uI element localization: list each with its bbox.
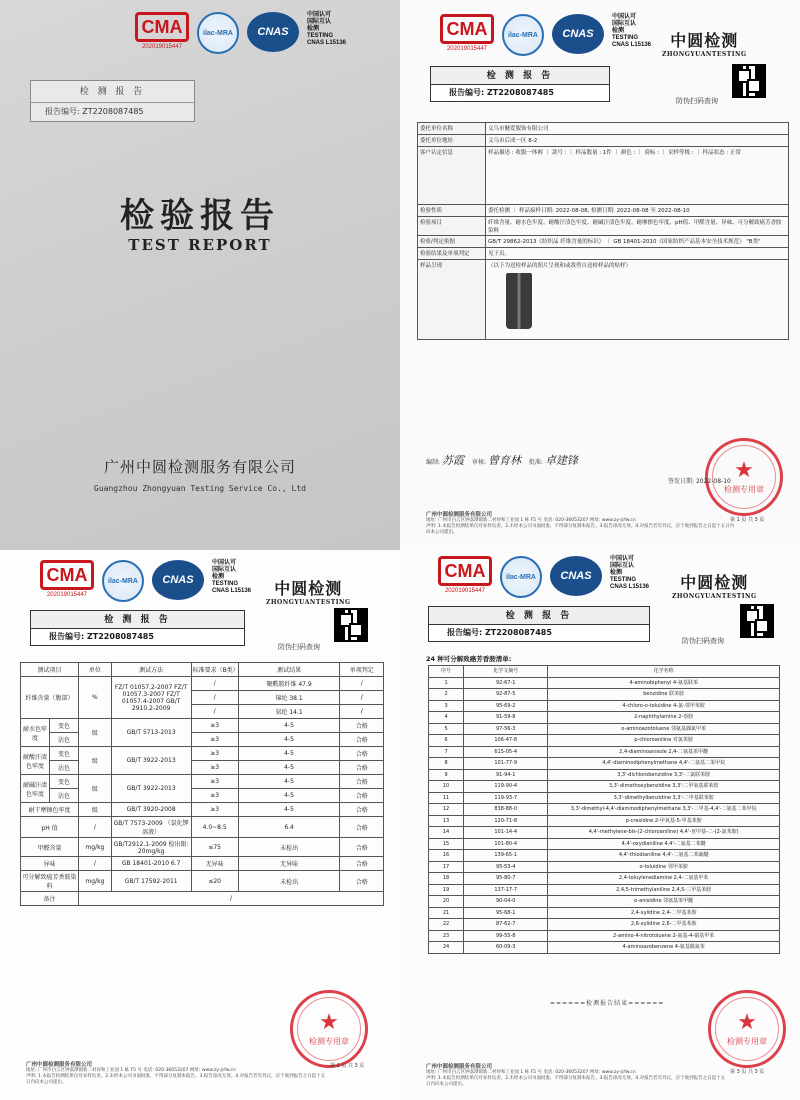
page-number: 第 1 页 共 3 页 bbox=[730, 517, 765, 523]
table-row: 18 95-80-7 2,4-toluylenediamine 2,4-二氨基甲苯 bbox=[429, 873, 780, 885]
ilac-mra-logo: ilac-MRA bbox=[500, 556, 542, 598]
table-row: 12 838-88-0 3,3'-dimethyl-4,4'-diaminodiphenylmethane 3,3'-二甲基-4,4'-二氨基二苯甲烷 bbox=[429, 804, 780, 816]
official-seal: ★ 检测专用章 bbox=[290, 990, 368, 1068]
info-key: 检验结果及单项判定 bbox=[418, 248, 486, 260]
qr-caption: 防伪扫码查询 bbox=[278, 643, 320, 651]
info-value: 委托检测 ｜ 样品接样日期: 2022-08-08, 检测日期: 2022-08-08 至 2022-08-10 bbox=[486, 205, 789, 217]
cnas-caption: 中国认可 国际互认 检测 TESTING CNAS L15136 bbox=[212, 560, 252, 594]
accreditation-logos bbox=[135, 12, 346, 54]
table-row: 沾色 ≥3 4-5 合格 bbox=[21, 733, 384, 747]
table-row: 17 95-53-4 o-toluidine 邻甲苯胺 bbox=[429, 861, 780, 873]
column-header: 测试方法 bbox=[111, 663, 191, 677]
report-end-marker: ======检测报告结束====== bbox=[550, 1000, 665, 1007]
qr-code[interactable] bbox=[740, 604, 774, 638]
brand-logo: 中圆检测 ZHONGYUANTESTING bbox=[672, 573, 757, 600]
cma-logo: CMA 202019015447 bbox=[135, 12, 189, 50]
info-row bbox=[418, 123, 789, 135]
amine-list-title: 24 种可分解致癌芳香胺清单: bbox=[426, 655, 512, 663]
page-footer: 广州中圆检测服务有限公司 地址: 广州市白云区钟落潭镇新二村祥和工业园 1 栋 F5 号 电话: 020-36053207 网址: www.zy-jcfw.cn 声明: 1.本报告检测结果仅对来样负责。2.未经本公司书面批准，不得部分复制本报告。3.报告涂改无效。4.对报告若有异议，应于收到报告之日起十五日内向本公司提出。 bbox=[26, 1062, 326, 1085]
info-row bbox=[418, 217, 789, 236]
table-row: 22 87-62-7 2,6-xylidine 2,6-二甲基苯胺 bbox=[429, 919, 780, 931]
table-row: 纤维含量（腹部） % FZ/T 01057.2-2007 FZ/T 01057.3-2007 FZ/T 01057.4-2007 GB/T 2910.2-2009 / 聚酰胺纤维 47.9 / bbox=[21, 677, 384, 691]
column-header: 单项判定 bbox=[340, 663, 384, 677]
table-row: 8 101-77-9 4,4'-diaminodiphenylmethane 4,4'-二氨基二苯甲烷 bbox=[429, 758, 780, 770]
signature-row: 编制: 苏霞 审核: 曾育林 批准: 卓建锋 bbox=[426, 454, 578, 467]
column-header: 单位 bbox=[79, 663, 112, 677]
table-row: 异味 / GB 18401-2010 6.7 无异味 无异味 合格 bbox=[21, 857, 384, 871]
table-row: 11 119-93-7 3,3'-dimethylbenzidine 3,3'-二甲基联苯胺 bbox=[429, 792, 780, 804]
signature-preparer: 苏霞 bbox=[442, 454, 465, 467]
cover-company-name: 广州中圆检测服务有限公司 bbox=[103, 458, 296, 476]
table-row: pH 值 / GB/T 7573-2009 （氯化钾溶液） 4.0~8.5 6.4 合格 bbox=[21, 817, 384, 838]
brand-logo: 中圆检测 ZHONGYUANTESTING bbox=[266, 579, 351, 606]
remark-row: 备注 / bbox=[21, 892, 384, 906]
info-value: 义乌市魅爱服饰有限公司 bbox=[486, 123, 789, 135]
cover-title: 检验报告 bbox=[120, 196, 280, 236]
qr-caption: 防伪扫码查询 bbox=[676, 97, 718, 105]
column-header: 化学名称 bbox=[548, 666, 780, 678]
qr-caption: 防伪扫码查询 bbox=[682, 637, 724, 645]
table-row: 14 101-14-4 4,4'-methylene-bis-(2-chloroaniline) 4,4'-亚甲基-二-(2-氯苯胺) bbox=[429, 827, 780, 839]
table-row: / 锦纶 38.1 / bbox=[21, 691, 384, 705]
table-row: 16 139-65-1 4,4'-thiodianiline 4,4'-二氨基二苯硫醚 bbox=[429, 850, 780, 862]
cnas-logo: CNAS bbox=[550, 556, 602, 596]
ilac-mra-logo: ilac-MRA bbox=[502, 14, 544, 56]
table-row: 23 99-55-8 2-amino-4-nitrotoluene 2-氨基-4-硝基甲苯 bbox=[429, 930, 780, 942]
table-header-row bbox=[429, 666, 780, 678]
table-row: 耐酸汗渍色牢度 变色 级 GB/T 3922-2013 ≥3 4-5 合格 bbox=[21, 747, 384, 761]
column-header: 序号 bbox=[429, 666, 464, 678]
cnas-caption: 中国认可 国际互认 检测 TESTING CNAS L15136 bbox=[612, 14, 652, 48]
info-value: （以下为送检样品的照片呈现和或裁剪自送检样品的贴样） bbox=[486, 260, 789, 340]
info-row bbox=[418, 260, 789, 340]
info-value: GB/T 29862-2013《纺织品 纤维含量的标识》 ｜ GB 18401-2010《国家纺织产品基本安全技术规范》 "B类" bbox=[486, 236, 789, 248]
info-row bbox=[418, 205, 789, 217]
table-row: 甲醛含量 mg/kg GB/T2912.1-2009 检出限: 20mg/kg ≤75 未检出 合格 bbox=[21, 838, 384, 857]
table-row: 13 120-71-8 p-cresidine 2-甲氧基-5-甲基苯胺 bbox=[429, 815, 780, 827]
table-row: 5 97-56-3 o-aminoazotoluene 邻氨基偶氮甲苯 bbox=[429, 723, 780, 735]
report-page-2 bbox=[0, 550, 400, 1100]
ilac-mra-logo: ilac-MRA bbox=[197, 12, 239, 54]
table-row: 6 106-47-8 p-chloroaniline 对氯苯胺 bbox=[429, 735, 780, 747]
table-row: 15 101-80-4 4,4'-oxydianiline 4,4'-二氨基二苯醚 bbox=[429, 838, 780, 850]
sample-photo bbox=[506, 273, 532, 329]
report-page-3 bbox=[400, 550, 800, 1100]
ilac-mra-logo: ilac-MRA bbox=[102, 560, 144, 602]
official-seal: ★ 检测专用章 bbox=[708, 990, 786, 1068]
accreditation-logos bbox=[40, 560, 251, 602]
table-row: 19 137-17-7 2,4,5-trimethylaniline 2,4,5-三甲基苯胺 bbox=[429, 884, 780, 896]
cma-logo: CMA 202019015447 bbox=[438, 556, 492, 594]
info-key: 客户认定信息 bbox=[418, 147, 486, 205]
info-key: 委托单位名称 bbox=[418, 123, 486, 135]
table-row: / 氨纶 14.1 / bbox=[21, 705, 384, 719]
qr-code[interactable] bbox=[732, 64, 766, 98]
accreditation-logos bbox=[438, 556, 649, 598]
table-header-row bbox=[21, 663, 384, 677]
page-number: 第 3 页 共 3 页 bbox=[730, 1069, 765, 1075]
official-seal: ★ 检测专用章 bbox=[705, 438, 783, 516]
cover-report-box-title: 检 测 报 告 bbox=[31, 81, 194, 103]
cnas-caption: 中国认可 国际互认 检测 TESTING CNAS L15136 bbox=[307, 12, 347, 46]
table-row: 2 92-87-5 benzidine 联苯胺 bbox=[429, 689, 780, 701]
cma-logo: CMA 202019015447 bbox=[440, 14, 494, 52]
cover-subtitle: TEST REPORT bbox=[128, 236, 272, 254]
table-row: 24 60-09-3 4-aminoazobenzene 4-氨基偶氮苯 bbox=[429, 942, 780, 954]
cma-logo: CMA 202019015447 bbox=[40, 560, 94, 598]
test-results-table bbox=[20, 662, 384, 906]
page-footer: 广州中圆检测服务有限公司 地址: 广州市白云区钟落潭镇新二村祥和工业园 1 栋 F5 号 电话: 020-36053207 网址: www.zy-jcfw.cn 声明: 1.本报告检测结果仅对来样负责。2.未经本公司书面批准，不得部分复制本报告。3.报告涂改无效。4.对报告若有异议，应于收到报告之日起十五日内向本公司提出。 bbox=[426, 512, 735, 535]
column-header: 标准要求（B类） bbox=[191, 663, 238, 677]
table-row: 21 95-68-1 2,4-xylidine 2,4-二甲基苯胺 bbox=[429, 907, 780, 919]
client-info-table bbox=[417, 122, 789, 340]
table-row: 耐碱汗渍色牢度 变色 级 GB/T 3922-2013 ≥3 4-5 合格 bbox=[21, 775, 384, 789]
cnas-logo: CNAS bbox=[552, 14, 604, 54]
info-value: 样品描述 : 收腹一体裤 ｜ 款号 : ｜ 样品数量 : 1件 ｜ 颜色 : ｜ 商标 : ｜ 采样等级 : ｜ 样品状态 : 正常 bbox=[486, 147, 789, 205]
cover-page bbox=[0, 0, 400, 550]
info-row bbox=[418, 147, 789, 205]
page-footer: 广州中圆检测服务有限公司 地址: 广州市白云区钟落潭镇新二村祥和工业园 1 栋 F5 号 电话: 020-36053207 网址: www.zy-jcfw.cn 声明: 1.本报告检测结果仅对来样负责。2.未经本公司书面批准，不得部分复制本报告。3.报告涂改无效。4.对报告若有异议，应于收到报告之日起十五日内向本公司提出。 bbox=[426, 1064, 726, 1087]
brand-logo: 中圆检测 ZHONGYUANTESTING bbox=[662, 31, 747, 58]
cover-report-box bbox=[30, 80, 195, 122]
page-number: 第 2 页 共 3 页 bbox=[330, 1063, 365, 1069]
info-row bbox=[418, 135, 789, 147]
cnas-caption: 中国认可 国际互认 检测 TESTING CNAS L15136 bbox=[610, 556, 650, 590]
signature-approver: 卓建锋 bbox=[544, 454, 578, 467]
info-value: 义乌市后成一区 8-2 bbox=[486, 135, 789, 147]
report-number: ZT2208087485 bbox=[486, 88, 554, 97]
info-key: 检验/判定依据 bbox=[418, 236, 486, 248]
qr-code[interactable] bbox=[334, 608, 368, 642]
table-row: 7 615-05-4 2,4-diaminoanisole 2,4-二氨基苯甲醚 bbox=[429, 746, 780, 758]
report-title-box: 检 测 报 告 报告编号: ZT2208087485 bbox=[428, 606, 650, 642]
table-row: 20 90-04-0 o-anisidine 邻氨基苯甲醚 bbox=[429, 896, 780, 908]
table-row: 沾色 ≥3 4-5 合格 bbox=[21, 789, 384, 803]
report-title-box: 检 测 报 告 报告编号: ZT2208087485 bbox=[30, 610, 245, 646]
report-title-box: 检 测 报 告 报告编号: ZT2208087485 bbox=[430, 66, 610, 102]
table-row: 沾色 ≥3 4-5 合格 bbox=[21, 761, 384, 775]
table-row: 3 95-69-2 4-chloro-o-toluidine 4-氯-邻甲苯胺 bbox=[429, 700, 780, 712]
cover-report-number: 报告编号: ZT2208087485 bbox=[45, 107, 144, 116]
column-header: 化学文摘号 bbox=[464, 666, 548, 678]
table-row: 9 91-94-1 3,3'-dichlorobenzidine 3,3'-二氯联苯胺 bbox=[429, 769, 780, 781]
table-row: 10 119-90-4 3,3'-dimethoxybenzidine 3,3'-二甲氧基联苯胺 bbox=[429, 781, 780, 793]
info-row bbox=[418, 236, 789, 248]
table-row: 耐水色牢度 变色 级 GB/T 5713-2013 ≥3 4-5 合格 bbox=[21, 719, 384, 733]
info-key: 检验项目 bbox=[418, 217, 486, 236]
info-value: 见下页。 bbox=[486, 248, 789, 260]
info-value: 纤维含量、耐水色牢度、耐酸汗渍色牢度、耐碱汗渍色牢度、耐摩擦色牢度、pH值、甲醛含量、异味、可分解致癌芳香胺染料 bbox=[486, 217, 789, 236]
signature-reviewer: 曾育林 bbox=[487, 454, 521, 467]
report-number: ZT2208087485 bbox=[86, 632, 154, 641]
column-header: 测试项目 bbox=[21, 663, 79, 677]
column-header: 测试结果 bbox=[238, 663, 340, 677]
amine-list-table bbox=[428, 665, 780, 954]
table-row: 可分解致癌芳香胺染料 mg/kg GB/T 17592-2011 ≤20 未检出 合格 bbox=[21, 871, 384, 892]
report-number: ZT2208087485 bbox=[484, 628, 552, 637]
info-key: 委托单位地址 bbox=[418, 135, 486, 147]
accreditation-logos bbox=[440, 14, 651, 56]
report-page-1 bbox=[400, 0, 800, 550]
cnas-logo: CNAS bbox=[152, 560, 204, 600]
info-key: 样品呈现 bbox=[418, 260, 486, 340]
table-row: 4 91-59-8 2-naphthylamine 2-萘胺 bbox=[429, 712, 780, 724]
table-row: 耐干摩擦色牢度 级 GB/T 3920-2008 ≥3 4-5 合格 bbox=[21, 803, 384, 817]
cover-company-name-en: Guangzhou Zhongyuan Testing Service Co., Ltd bbox=[94, 484, 306, 493]
cnas-logo: CNAS bbox=[247, 12, 299, 52]
table-row: 1 92-67-1 4-aminobiphenyl 4-氨基联苯 bbox=[429, 677, 780, 689]
info-key: 检验性质 bbox=[418, 205, 486, 217]
issue-date: 签发日期: 2022-08-10 bbox=[668, 478, 731, 485]
info-row bbox=[418, 248, 789, 260]
